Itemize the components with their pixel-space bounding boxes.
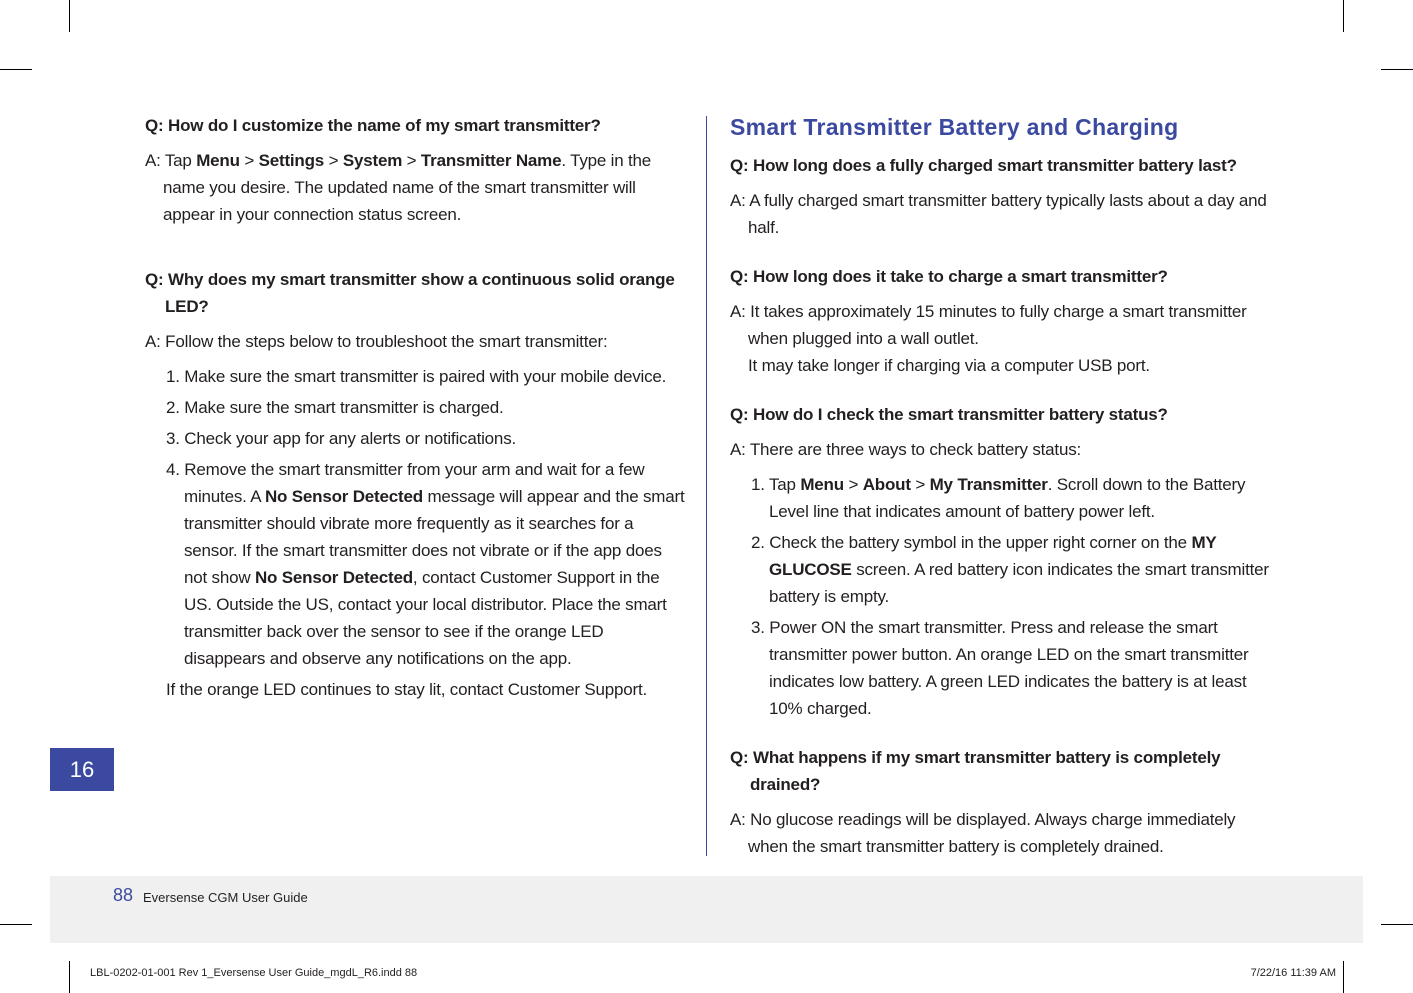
crop-mark xyxy=(1343,961,1344,993)
step-text-part: 2. Check the battery symbol in the upper right corner on the xyxy=(751,533,1192,552)
page-number: 88 xyxy=(113,885,134,905)
ui-term-my-glucose: MY GLUCOSE xyxy=(769,533,1217,579)
step: 2. Make sure the smart transmitter is charged. xyxy=(166,398,504,417)
question: Q: How long does a fully charged smart transmitter battery last? xyxy=(730,156,1237,175)
separator: > xyxy=(402,151,421,170)
step-text-part: screen. A red battery icon indicates the smart transmitter battery is empty. xyxy=(769,560,1269,606)
separator: > xyxy=(324,151,343,170)
question: Q: How do I check the smart transmitter battery status? xyxy=(730,405,1168,424)
ui-term-transmitter-name: Transmitter Name xyxy=(420,151,562,170)
column-divider xyxy=(706,116,707,856)
crop-mark xyxy=(0,924,32,925)
step: 1. Make sure the smart transmitter is paired with your mobile device. xyxy=(166,367,667,386)
crop-mark xyxy=(69,961,70,993)
ui-term-no-sensor-detected: No Sensor Detected xyxy=(254,568,413,587)
answer: A: There are three ways to check battery status: xyxy=(730,440,1082,459)
crop-mark xyxy=(1381,69,1413,70)
page-tab: 16 xyxy=(50,748,114,791)
step xyxy=(166,456,685,672)
question: Q: How do I customize the name of my smart transmitter? xyxy=(145,116,601,135)
step-text xyxy=(166,456,685,672)
step-text-part: , contact Customer Support in the US. Outside the US, contact your local distributor. Place the smart transmitter back over the sensor to see if the orange LED disappears and observe any notifications on the app. xyxy=(184,568,667,668)
answer: A: Follow the steps below to troubleshoot the smart transmitter: xyxy=(145,332,608,351)
answer: A: It takes approximately 15 minutes to fully charge a smart transmitter when plugged into a wall outlet. xyxy=(730,302,1247,348)
step-text-part: 4. Remove the smart transmitter from your arm and wait for a few minutes. A xyxy=(166,460,645,506)
answer xyxy=(145,147,685,228)
question: Q: Why does my smart transmitter show a continuous solid orange LED? xyxy=(145,270,675,316)
step-list xyxy=(751,471,1270,722)
section-title: Smart Transmitter Battery and Charging xyxy=(730,114,1179,140)
ui-term-system: System xyxy=(342,151,403,170)
crop-mark xyxy=(1343,0,1344,32)
right-column xyxy=(730,112,1270,860)
ui-term-my-transmitter: My Transmitter xyxy=(929,475,1048,494)
question: Q: What happens if my smart transmitter battery is completely drained? xyxy=(730,748,1221,794)
separator: > xyxy=(843,475,863,494)
answer: A: A fully charged smart transmitter battery typically lasts about a day and half. xyxy=(730,191,1267,237)
step-text-part: message will appear and the smart transmitter should vibrate more frequently as it searches for a sensor. If the smart transmitter does not vibrate or if the app does not show xyxy=(184,487,685,587)
step xyxy=(751,529,1270,610)
question: Q: How long does it take to charge a smart transmitter? xyxy=(730,267,1168,286)
crop-mark xyxy=(0,69,32,70)
answer-text: . Type in the name you desire. The updated name of the smart transmitter will appear in your connection status screen. xyxy=(163,151,652,224)
separator: > xyxy=(239,151,259,170)
footer-band xyxy=(50,876,1363,943)
ui-term-menu: Menu xyxy=(800,475,844,494)
step-text: 3. Power ON the smart transmitter. Press and release the smart transmitter power button. An orange LED on the smart transmitter indicates low battery. A green LED indicates the battery is at least 10% charged. xyxy=(751,618,1249,718)
ui-term-menu: Menu xyxy=(196,151,240,170)
answer-text: A: Tap xyxy=(145,151,197,170)
crop-mark xyxy=(69,0,70,32)
step-text-part: . Scroll down to the Battery Level line that indicates amount of battery power left. xyxy=(769,475,1246,521)
step xyxy=(751,471,1270,525)
left-column xyxy=(145,112,685,703)
step: 3. Check your app for any alerts or notifications. xyxy=(166,429,517,448)
print-slug-date: 7/22/16 11:39 AM xyxy=(1250,967,1336,979)
guide-title: Eversense CGM User Guide xyxy=(143,890,308,905)
answer-note: It may take longer if charging via a computer USB port. xyxy=(748,356,1150,375)
ui-term-about: About xyxy=(862,475,911,494)
closing-note: If the orange LED continues to stay lit, contact Customer Support. xyxy=(166,680,648,699)
step xyxy=(751,614,1270,722)
step-text-part: 1. Tap xyxy=(751,475,801,494)
crop-mark xyxy=(1381,924,1413,925)
print-slug-file: LBL-0202-01-001 Rev 1_Eversense User Guide_mgdL_R6.indd 88 xyxy=(90,967,418,979)
ui-term-settings: Settings xyxy=(258,151,325,170)
step-text xyxy=(751,529,1270,610)
ui-term-no-sensor-detected: No Sensor Detected xyxy=(264,487,423,506)
step-list xyxy=(166,363,685,672)
step-text xyxy=(751,471,1270,525)
separator: > xyxy=(910,475,930,494)
answer: A: No glucose readings will be displayed. Always charge immediately when the smart transmitter battery is completely drained. xyxy=(730,810,1236,856)
